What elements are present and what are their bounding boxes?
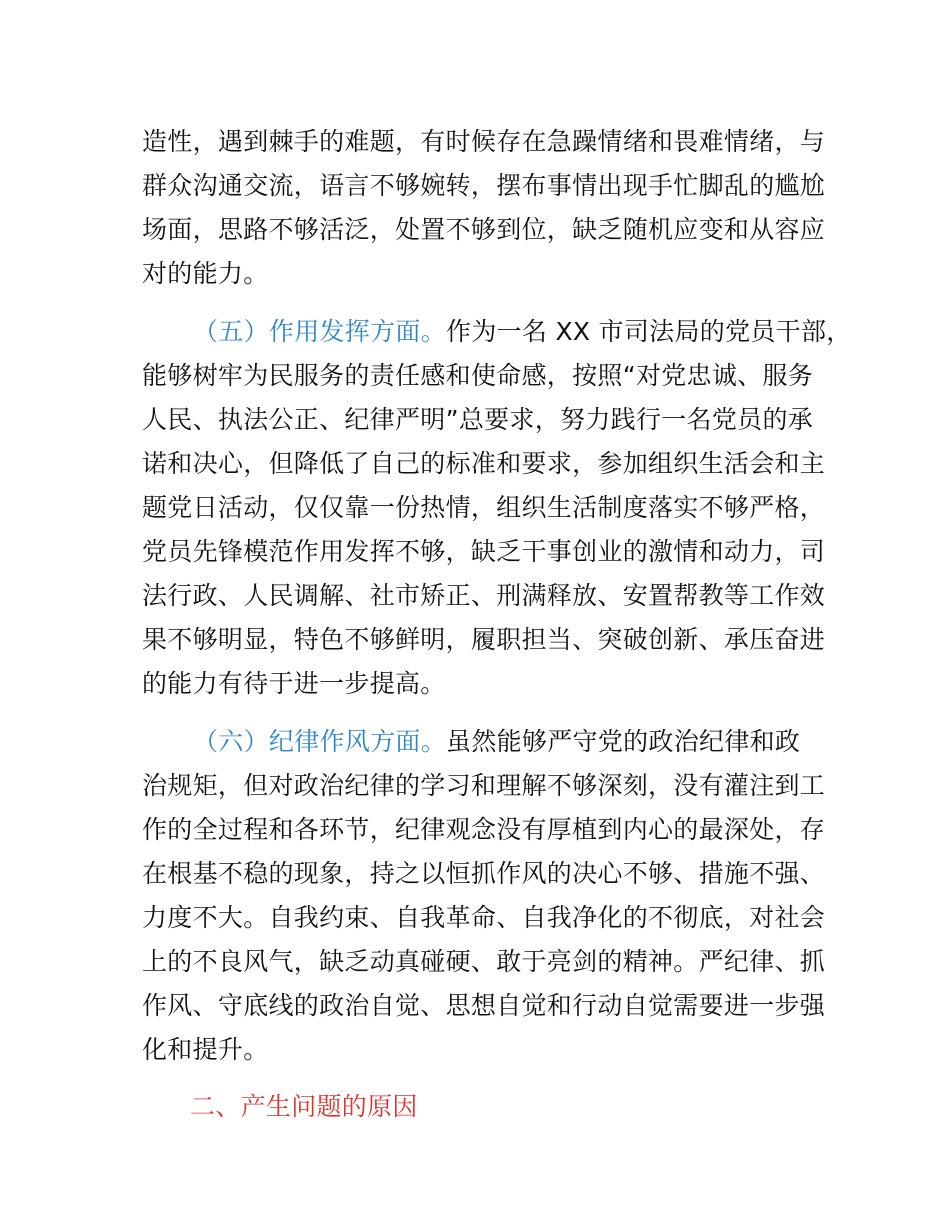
paragraph-line: 群众沟通交流，语言不够婉转，摆布事情出现手忙脚乱的尴尬 [142, 171, 826, 200]
paragraph-line: 人民、执法公正、纪律严明”总要求，努力践行一名党员的承 [142, 405, 814, 434]
section-heading-6: （六）纪律作风方面。 [193, 727, 447, 756]
section-title: 二、产生问题的原因 [190, 1092, 418, 1121]
paragraph-line: 造性，遇到棘手的难题，有时候存在急躁情绪和畏难情绪，与 [142, 127, 826, 156]
paragraph-first-line [193, 724, 800, 760]
paragraph-line: 上的不良风气，缺乏动真碰硬、敢于亮剑的精神。严纪律、抓 [142, 947, 826, 976]
paragraph-text: 虽然能够严守党的政治纪律和政 [446, 727, 801, 756]
paragraph-line: 力度不大。自我约束、自我革命、自我净化的不彻底，对社会 [142, 903, 826, 932]
paragraph-first-line [193, 314, 852, 350]
paragraph-line: 治规矩，但对政治纪律的学习和理解不够深刻，没有灌注到工 [142, 771, 826, 800]
paragraph-line: 能够树牢为民服务的责任感和使命感，按照“对党忠诚、服务 [142, 361, 814, 390]
paragraph-line: 的能力有待于进一步提高。 [142, 669, 446, 698]
paragraph-line: 果不够明显，特色不够鲜明，履职担当、突破创新、承压奋进 [142, 625, 826, 654]
paragraph-line: 对的能力。 [142, 259, 269, 288]
paragraph-line: 在根基不稳的现象，持之以恒抓作风的决心不够、措施不强、 [142, 859, 826, 888]
paragraph-line: 化和提升。 [142, 1035, 269, 1064]
paragraph-line: 作风、守底线的政治自觉、思想自觉和行动自觉需要进一步强 [142, 991, 826, 1020]
paragraph-line: 场面，思路不够活泛，处置不够到位，缺乏随机应变和从容应 [142, 215, 826, 244]
section-heading-5: （五）作用发挥方面。 [193, 317, 447, 346]
paragraph-line: 党员先锋模范作用发挥不够，缺乏干事创业的激情和动力，司 [142, 537, 826, 566]
paragraph-line: 法行政、人民调解、社市矫正、刑满释放、安置帮教等工作效 [142, 581, 826, 610]
paragraph-line: 题党日活动，仅仅靠一份热情，组织生活制度落实不够严格， [142, 493, 826, 522]
paragraph-text: 作为一名 XX 市司法局的党员干部， [446, 317, 852, 346]
paragraph-line: 诺和决心，但降低了自己的标准和要求，参加组织生活会和主 [142, 449, 826, 478]
paragraph-line: 作的全过程和各环节，纪律观念没有厚植到内心的最深处，存 [142, 815, 826, 844]
